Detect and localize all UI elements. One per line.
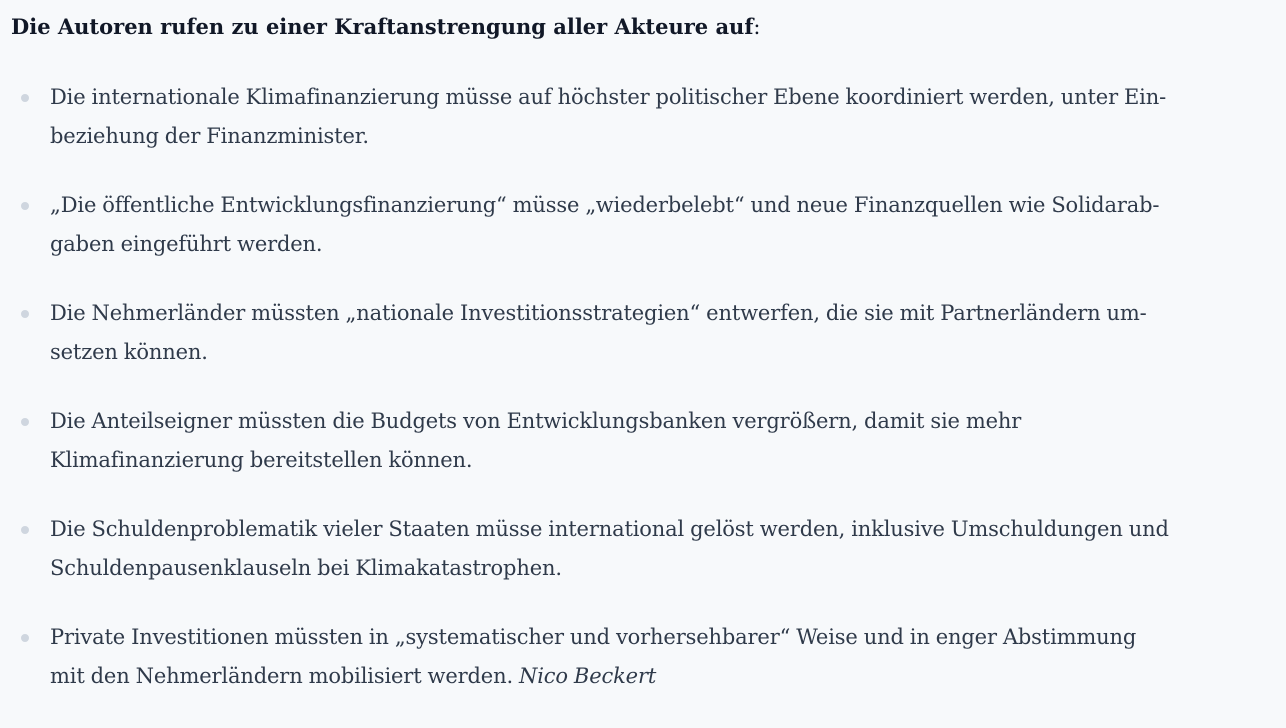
list-item: [0, 78, 1286, 186]
list-item-line: gaben eingeführt werden.: [50, 232, 323, 256]
bullet-dot-icon: [21, 634, 29, 642]
list-item: [0, 618, 1286, 726]
bullet-dot-icon: [21, 202, 29, 210]
list-item-text: [50, 402, 1268, 480]
list-item-line: Die Anteilseigner müssten die Budgets von Entwicklungsbanken vergrößern, damit sie mehr: [50, 409, 1022, 433]
list-item-text: [50, 78, 1268, 156]
list-item-text: [50, 294, 1268, 372]
intro-bold-text: Die Autoren rufen zu einer Kraftanstrengung aller Akteure auf: [11, 14, 754, 39]
list-item-line: beziehung der Finanzminister.: [50, 124, 369, 148]
intro-colon: :: [753, 15, 761, 39]
bullet-dot-icon: [21, 526, 29, 534]
list-item-line-text: mit den Nehmerländern mobilisiert werden.: [50, 664, 513, 688]
list-item-line: setzen können.: [50, 340, 208, 364]
list-item-line: Die Schuldenproblematik vieler Staaten müsse international gelöst werden, inklusive Umschuldungen und: [50, 517, 1169, 541]
list-item-line: Schuldenpausenklauseln bei Klimakatastrophen.: [50, 556, 562, 580]
list-item-line: Die internationale Klimafinanzierung müsse auf höchster politischer Ebene koordiniert werden, unter Ein-: [50, 85, 1167, 109]
list-item: [0, 186, 1286, 294]
list-item: [0, 402, 1286, 510]
bullet-dot-icon: [21, 94, 29, 102]
bullet-dot-icon: [21, 310, 29, 318]
list-item-text: [50, 618, 1268, 696]
bullet-dot-icon: [21, 418, 29, 426]
list-item-text: [50, 510, 1268, 588]
list-item-line: Klimafinanzierung bereitstellen können.: [50, 448, 473, 472]
recommendations-list: [0, 78, 1286, 726]
list-item-line-with-author: [50, 657, 1268, 696]
list-item: [0, 294, 1286, 402]
list-item-line: „Die öffentliche Entwicklungsfinanzierung“ müsse „wiederbelebt“ und neue Finanzquellen wie Solidarab-: [50, 193, 1160, 217]
list-item-line: Die Nehmerländer müssten „nationale Investitionsstrategien“ entwerfen, die sie mit Partnerländern um-: [50, 301, 1147, 325]
list-item: [0, 510, 1286, 618]
intro-paragraph: [11, 12, 760, 42]
list-item-text: [50, 186, 1268, 264]
list-item-line: Private Investitionen müssten in „systematischer und vorhersehbarer“ Weise und in enger Abstimmung: [50, 625, 1137, 649]
author-name: Nico Beckert: [519, 664, 657, 688]
